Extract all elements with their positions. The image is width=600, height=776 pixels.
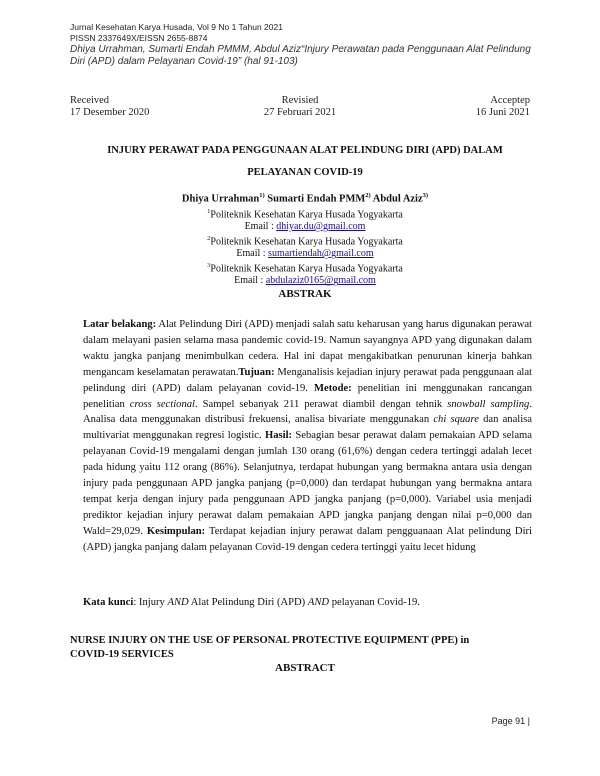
tujuan-text: Menganalisis kejadian injury perawat pada penggunaan alat pelindung diri (APD) dalam pelayanan covid-19. xyxy=(83,366,532,394)
email-link-3[interactable]: abdulaziz0165@gmail.com xyxy=(265,275,376,287)
citation-line: Dhiya Urrahman, Sumarti Endah PMMM, Abdul Aziz“Injury Perawatan pada Penggunaan Alat Pelindung Diri (APD) dalam Pelayanan Covid-19” (hal 91-103) xyxy=(70,44,531,67)
journal-header xyxy=(70,22,540,68)
keywords: Kata kunci: Injury AND Alat Pelindung Diri (APD) AND pelayanan Covid-19. xyxy=(83,597,420,608)
title-line-2: PELAYANAN COVID-19 xyxy=(247,167,363,178)
english-title xyxy=(70,634,540,662)
page-number: Page 91 | xyxy=(491,716,530,726)
author-3-sup: 3) xyxy=(422,192,429,199)
email-1: Email : dhiyar.du@gmail.com xyxy=(244,220,366,232)
author-3: Abdul Aziz xyxy=(372,193,423,205)
chi-square-term: chi square xyxy=(433,414,479,426)
english-title-line-2: COVID-19 SERVICES xyxy=(70,649,174,660)
kesimpulan-text: Terdapat kejadian injury perawat dalam pengguanaan Alat pelindung Diri (APD) jangka panjang dalam pelayanan Covid-19 dengan cedera tertinggi yaitu lecet hidung xyxy=(83,525,532,553)
affiliation-1: $^1$Politeknik Kesehatan Karya Husada Yogyakarta xyxy=(207,207,403,220)
tujuan-label: Tujuan: xyxy=(238,366,275,378)
abstract-heading: ABSTRACT xyxy=(275,662,335,674)
cross-sectional-term: cross sectional xyxy=(129,398,195,410)
received-label: Received xyxy=(70,95,110,106)
latar-text: Alat Pelindung Diri (APD) menjadi salah satu keharusan yang harus digunakan perawat dalam melayani pasien selama masa pandemic covid-19. Namun sayangnya APD yang digunakan dalam waktu jangka panjang menimbulkan cedera. Hal ini dapat mengakibatkan penurunan kinerja bahkan mengancam keselamatan perawatan. xyxy=(83,319,532,378)
author-names xyxy=(70,190,540,206)
metode-label: Metode: xyxy=(314,382,352,394)
author-1: Dhiya Urrahman xyxy=(181,193,260,205)
paper-title xyxy=(70,140,540,184)
affiliation-2: $^2$Politeknik Kesehatan Karya Husada Yogyakarta xyxy=(207,234,403,248)
affiliation-3: $^3$Politeknik Kesehatan Karya Husada Yogyakarta xyxy=(207,262,403,275)
abstrak-body: Latar belakang: Alat Pelindung Diri (APD) menjadi salah satu keharusan yang harus digunakan perawat dalam melayani pasien selama masa pandemic covid-19. Namun sayangnya APD yang digunakan dalam waktu jangka panjang menimbulkan cedera. Hal ini dapat mengakibatkan penurunan kinerja bahkan mengancam keselamatan perawatan.Tujuan: Menganalisis kejadian injury perawat pada penggunaan alat pelindung diri (APD) dalam pelayanan covid-19. Metode: penelitian ini menggunakan rancangan penelitian cross sectional. Sampel sebanyak 211 perawat diambil dengan tehnik snowball sampling. Analisa data menggunakan distribusi frekuensi, analisa bivariate menggunakan chi square dan analisa multivariat menggunakan regresi logistic. Hasil: Sebagian besar perawat dalam pemakaian APD selama pelayanan Covid-19 mengalami dengan jumlah 130 orang (61,6%) dengan cedera tertinggi adalah lecet pada hidung yaitu 112 orang (86%). Selanjutnya, terdapat hubungan yang bermakna antara usia dengan injury pada penggunaan APD jangka panjang (p=0,000) dan terdapat hubungan yang bermakna antara tempat kerja dengan injury pada penggunaan APD jangka panjang (p=0,000). Variabel usia menjadi prediktor kejadian injury perawat dalam pemakaian APD jangka panjang dengan nilai p=0,000 dan Wald=29,029. Kesimpulan: Terdapat kejadian injury perawat dalam pengguanaan Alat pelindung Diri (APD) jangka panjang dalam pelayanan Covid-19 dengan cedera tertinggi yaitu lecet hidung xyxy=(83,319,532,553)
kesimpulan-label: Kesimpulan: xyxy=(146,525,206,537)
revised-value: 27 Februari 2021 xyxy=(263,107,337,118)
accepted-value: 16 Juni 2021 xyxy=(475,107,530,118)
hasil-label: Hasil: xyxy=(264,430,293,442)
author-2: Sumarti Endah PMM xyxy=(267,193,366,205)
email-2: Email : sumartiendah@gmail.com xyxy=(236,248,374,260)
keywords-label: Kata kunci xyxy=(83,597,134,608)
email-link-2[interactable]: sumartiendah@gmail.com xyxy=(268,248,374,260)
title-line-1: INJURY PERAWAT PADA PENGGUNAAN ALAT PELINDUNG DIRI (APD) DALAM xyxy=(107,145,503,156)
abstrak-heading: ABSTRAK xyxy=(278,288,332,300)
email-3: Email : abdulaziz0165@gmail.com xyxy=(234,275,376,287)
author-1-sup: 1) xyxy=(259,192,265,199)
latar-label: Latar belakang: xyxy=(83,319,157,330)
snowball-term: snowball sampling xyxy=(447,398,530,410)
accepted-label: Acceptep xyxy=(490,95,530,106)
journal-issn: PISSN 2337649X/EISSN 2655-8874 xyxy=(70,33,208,43)
email-link-1[interactable]: dhiyar.du@gmail.com xyxy=(276,220,366,232)
journal-name: Jurnal Kesehatan Karya Husada, Vol 9 No 1 Tahun 2021 xyxy=(70,22,283,32)
revised-label: Revisied xyxy=(281,95,319,106)
author-block xyxy=(70,190,540,287)
received-value: 17 Desember 2020 xyxy=(70,107,150,118)
english-title-line-1: NURSE INJURY ON THE USE OF PERSONAL PROTECTIVE EQUIPMENT (PPE) in xyxy=(70,635,470,646)
author-2-sup: 2) xyxy=(365,192,371,199)
hasil-text: Sebagian besar perawat dalam pemakaian APD selama pelayanan Covid-19 mengalami dengan jumlah 130 orang (61,6%) dengan cedera tertinggi adalah lecet pada hidung yaitu 112 orang (86%). Selanjutnya, terdapat hubungan yang bermakna antara usia dengan injury pada penggunaan APD jangka panjang (p=0,000) dan terdapat hubungan yang bermakna antara tempat kerja dengan injury pada penggunaan APD jangka panjang (p=0,000). Variabel usia menjadi prediktor kejadian injury perawat dalam pemakaian APD jangka panjang dengan nilai p=0,000 dan Wald=29,029. xyxy=(83,430,532,537)
